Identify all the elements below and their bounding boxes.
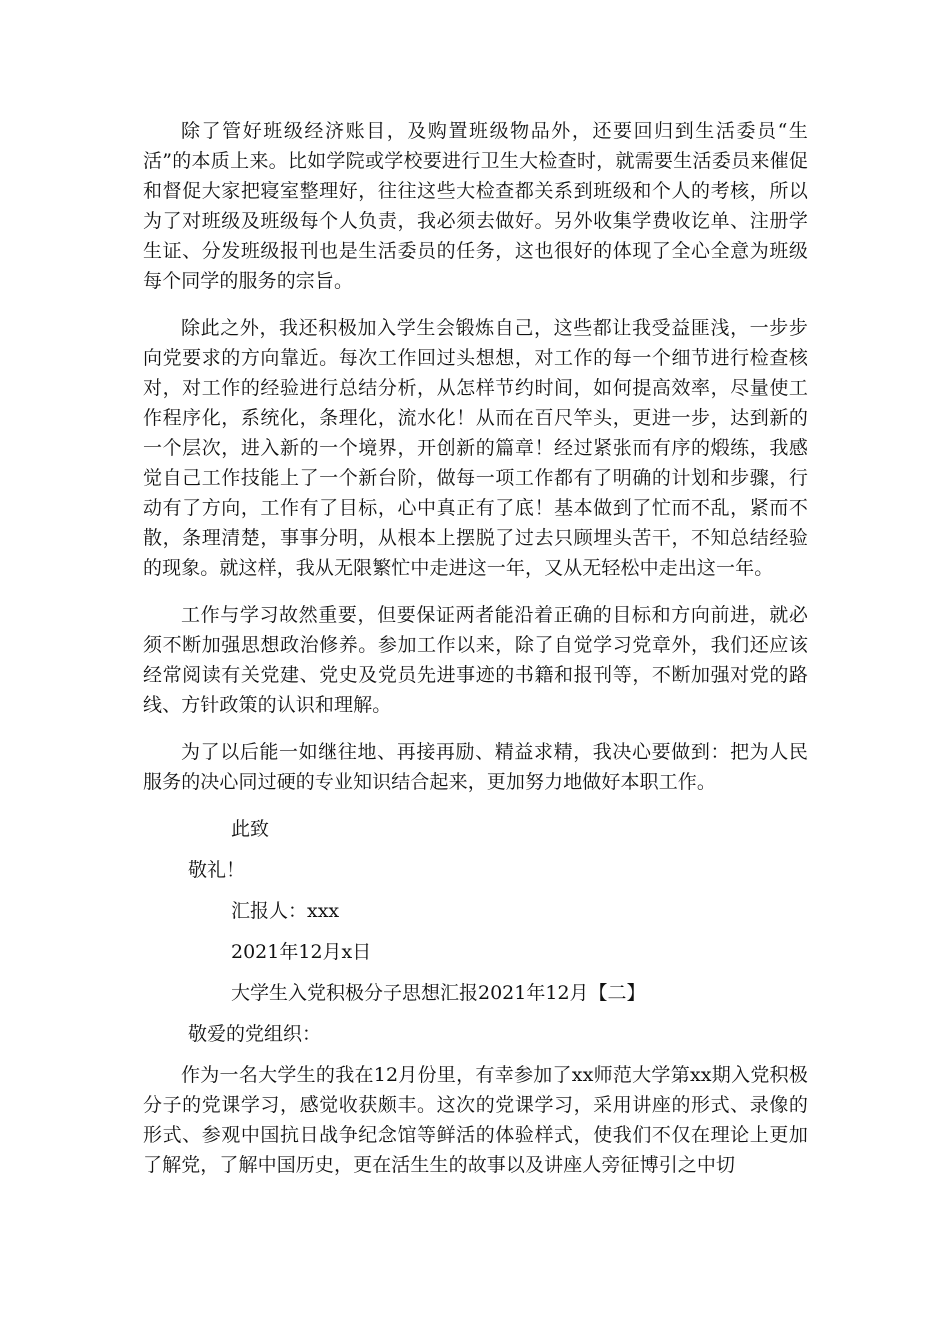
paragraph-life-committee: 除了管好班级经济账目，及购置班级物品外，还要回归到生活委员“生活”的本质上来。比如学院或学校要进行卫生大检查时，就需要生活委员来催促和督促大家把寝室整理好，往往这些大检查都关系到班级和个人的考核，所以为了对班级及班级每个人负责，我必须去做好。另外收集学费收讫单、注册学生证、分发班级报刊也是生活委员的任务，这也很好的体现了全心全意为班级每个同学的服务的宗旨。 [143, 120, 808, 292]
document-body [143, 116, 808, 1197]
salute-text: 敬礼！ [188, 859, 246, 881]
date-text: 2021年12月x日 [231, 941, 372, 963]
reporter-text: 汇报人：xxx [231, 900, 340, 922]
paragraph-party-course: 作为一名大学生的我在12月份里，有幸参加了xx师范大学第xx期入党积极分子的党课学习，感觉收获颇丰。这次的党课学习，采用讲座的形式、录像的形式、参观中国抗日战争纪念馆等鲜活的体验样式，使我们不仅在理论上更加了解党，了解中国历史，更在活生生的故事以及讲座人旁征博引之中切 [143, 1064, 808, 1176]
greeting-text: 敬爱的党组织： [188, 1023, 322, 1045]
paragraph-student-union: 除此之外，我还积极加入学生会锻炼自己，这些都让我受益匪浅，一步步向党要求的方向靠近。每次工作回过头想想，对工作的每一个细节进行检查核对，对工作的经验进行总结分析，从怎样节约时间，如何提高效率，尽量使工作程序化，系统化，条理化，流水化！从而在百尺竿头，更进一步，达到新的一个层次，进入新的一个境界，开创新的篇章！经过紧张而有序的煅练，我感觉自己工作技能上了一个新台阶，做每一项工作都有了明确的计划和步骤，行动有了方向，工作有了目标，心中真正有了底！基本做到了忙而不乱，紧而不散，条理清楚，事事分明，从根本上摆脱了过去只顾埋头苦干，不知总结经验的现象。就这样，我从无限繁忙中走进这一年，又从无轻松中走出这一年。 [143, 317, 808, 579]
paragraph-resolution: 为了以后能一如继往地、再接再励、精益求精，我决心要做到：把为人民服务的决心同过硬的专业知识结合起来，更加努力地做好本职工作。 [143, 741, 808, 793]
section-title: 大学生入党积极分子思想汇报2021年12月【二】 [231, 982, 646, 1004]
paragraph-study-politics: 工作与学习故然重要，但要保证两者能沿着正确的目标和方向前进，就必须不断加强思想政治修养。参加工作以来，除了自觉学习党章外，我们还应该经常阅读有关党建、党史及党员先进事迹的书籍和报刊等，不断加强对党的路线、方针政策的认识和理解。 [143, 604, 808, 716]
closing-text: 此致 [231, 818, 270, 840]
